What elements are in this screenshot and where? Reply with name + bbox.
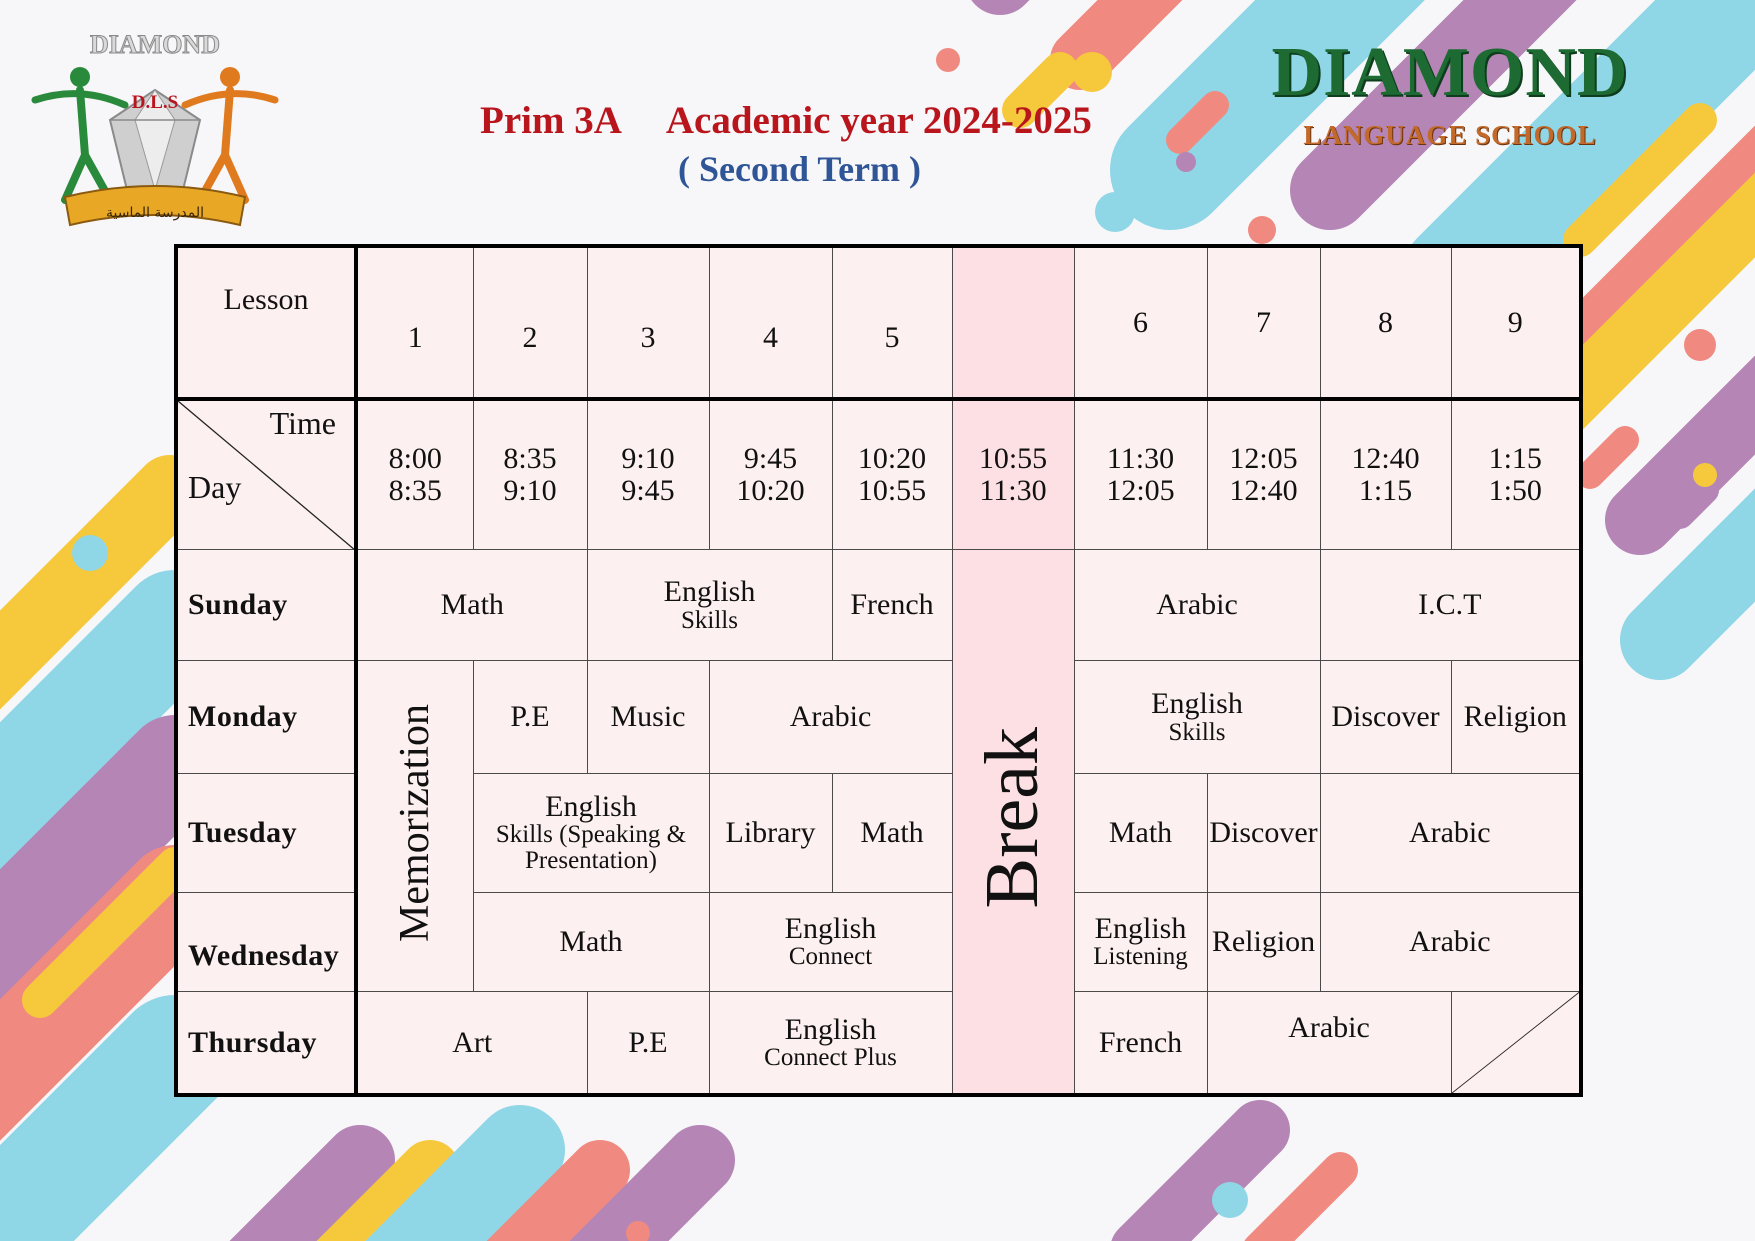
class-name: Prim 3A — [480, 99, 622, 142]
day-row-sunday — [176, 549, 1581, 661]
lesson-number: 7 — [1207, 246, 1320, 399]
lesson-number: 9 — [1451, 246, 1581, 399]
subject-cell: French — [1074, 991, 1207, 1095]
subject-cell: French — [832, 549, 952, 661]
subject-cell: Art — [356, 991, 587, 1095]
subject-cell: Library — [709, 773, 832, 892]
svg-text:D.L.S: D.L.S — [131, 92, 179, 113]
subject-cell: Music — [587, 661, 709, 774]
svg-text:DIAMOND: DIAMOND — [90, 30, 220, 59]
lesson-number: 8 — [1320, 246, 1451, 399]
subject-cell: Discover — [1320, 661, 1451, 774]
memorization-cell — [356, 661, 473, 992]
day-name: Wednesday — [176, 892, 356, 991]
lesson-label: Lesson — [176, 246, 356, 399]
break-label: Break — [970, 727, 1055, 909]
timetable — [174, 244, 1583, 1097]
subject-cell: Religion — [1207, 892, 1320, 991]
time-slot: 12:05 12:40 — [1207, 399, 1320, 550]
day-row-monday — [176, 661, 1581, 774]
day-row-thursday — [176, 991, 1581, 1095]
subject-cell: English Skills (Speaking & Presentation) — [473, 773, 709, 892]
time-slot: 12:40 1:15 — [1320, 399, 1451, 550]
subject-cell: English Connect — [709, 892, 952, 991]
day-name: Sunday — [176, 549, 356, 661]
svg-text:المدرسة الماسية: المدرسة الماسية — [105, 205, 205, 221]
subject-cell: Math — [473, 892, 709, 991]
day-name: Tuesday — [176, 773, 356, 892]
subject-cell: Math — [832, 773, 952, 892]
time-slot: 11:30 12:05 — [1074, 399, 1207, 550]
time-slot: 9:45 10:20 — [709, 399, 832, 550]
subject-cell: Religion — [1451, 661, 1581, 774]
subject-cell: Arabic — [1320, 773, 1581, 892]
lesson-row — [176, 246, 1581, 399]
subject-cell: Math — [1074, 773, 1207, 892]
time-slot: 1:15 1:50 — [1451, 399, 1581, 550]
school-logo — [25, 25, 285, 240]
break-time-slot: 10:55 11:30 — [952, 399, 1074, 550]
break-header-cell — [952, 246, 1074, 399]
brand-logo — [1240, 34, 1660, 151]
lesson-number: 6 — [1074, 246, 1207, 399]
time-row — [176, 399, 1581, 550]
subject-cell: English Skills — [587, 549, 832, 661]
memorization-label: Memorization — [392, 703, 439, 942]
lesson-number: 1 — [356, 246, 473, 399]
day-label: Day — [188, 468, 242, 505]
subject-cell: Arabic — [709, 661, 952, 774]
empty-slot — [1451, 991, 1581, 1095]
time-slot: 9:10 9:45 — [587, 399, 709, 550]
brand-subtitle: LANGUAGE SCHOOL — [1303, 120, 1597, 150]
subject-cell: Discover — [1207, 773, 1320, 892]
academic-year: Academic year 2024-2025 — [665, 99, 1092, 142]
time-label: Time — [269, 404, 336, 441]
subject-cell: Arabic — [1074, 549, 1320, 661]
subject-cell: P.E — [473, 661, 587, 774]
lesson-number: 3 — [587, 246, 709, 399]
time-slot: 10:20 10:55 — [832, 399, 952, 550]
page-title — [480, 98, 1092, 143]
break-column — [952, 549, 1074, 1095]
diagonal-divider — [1452, 992, 1580, 1093]
subject-cell: English Listening — [1074, 892, 1207, 991]
subject-cell: Math — [356, 549, 587, 661]
subject-cell: Arabic — [1320, 892, 1581, 991]
term-label: ( Second Term ) — [678, 149, 921, 189]
subject-cell: Arabic — [1207, 991, 1451, 1095]
time-slot: 8:00 8:35 — [356, 399, 473, 550]
subject-cell: English Connect Plus — [709, 991, 952, 1095]
brand-title: DIAMOND — [1271, 34, 1629, 111]
day-name: Thursday — [176, 991, 356, 1095]
time-slot: 8:35 9:10 — [473, 399, 587, 550]
day-name: Monday — [176, 661, 356, 774]
time-day-header — [176, 399, 356, 550]
subject-cell: P.E — [587, 991, 709, 1095]
lesson-number: 2 — [473, 246, 587, 399]
lesson-number: 4 — [709, 246, 832, 399]
lesson-number: 5 — [832, 246, 952, 399]
subject-cell: I.C.T — [1320, 549, 1581, 661]
subject-cell: English Skills — [1074, 661, 1320, 774]
